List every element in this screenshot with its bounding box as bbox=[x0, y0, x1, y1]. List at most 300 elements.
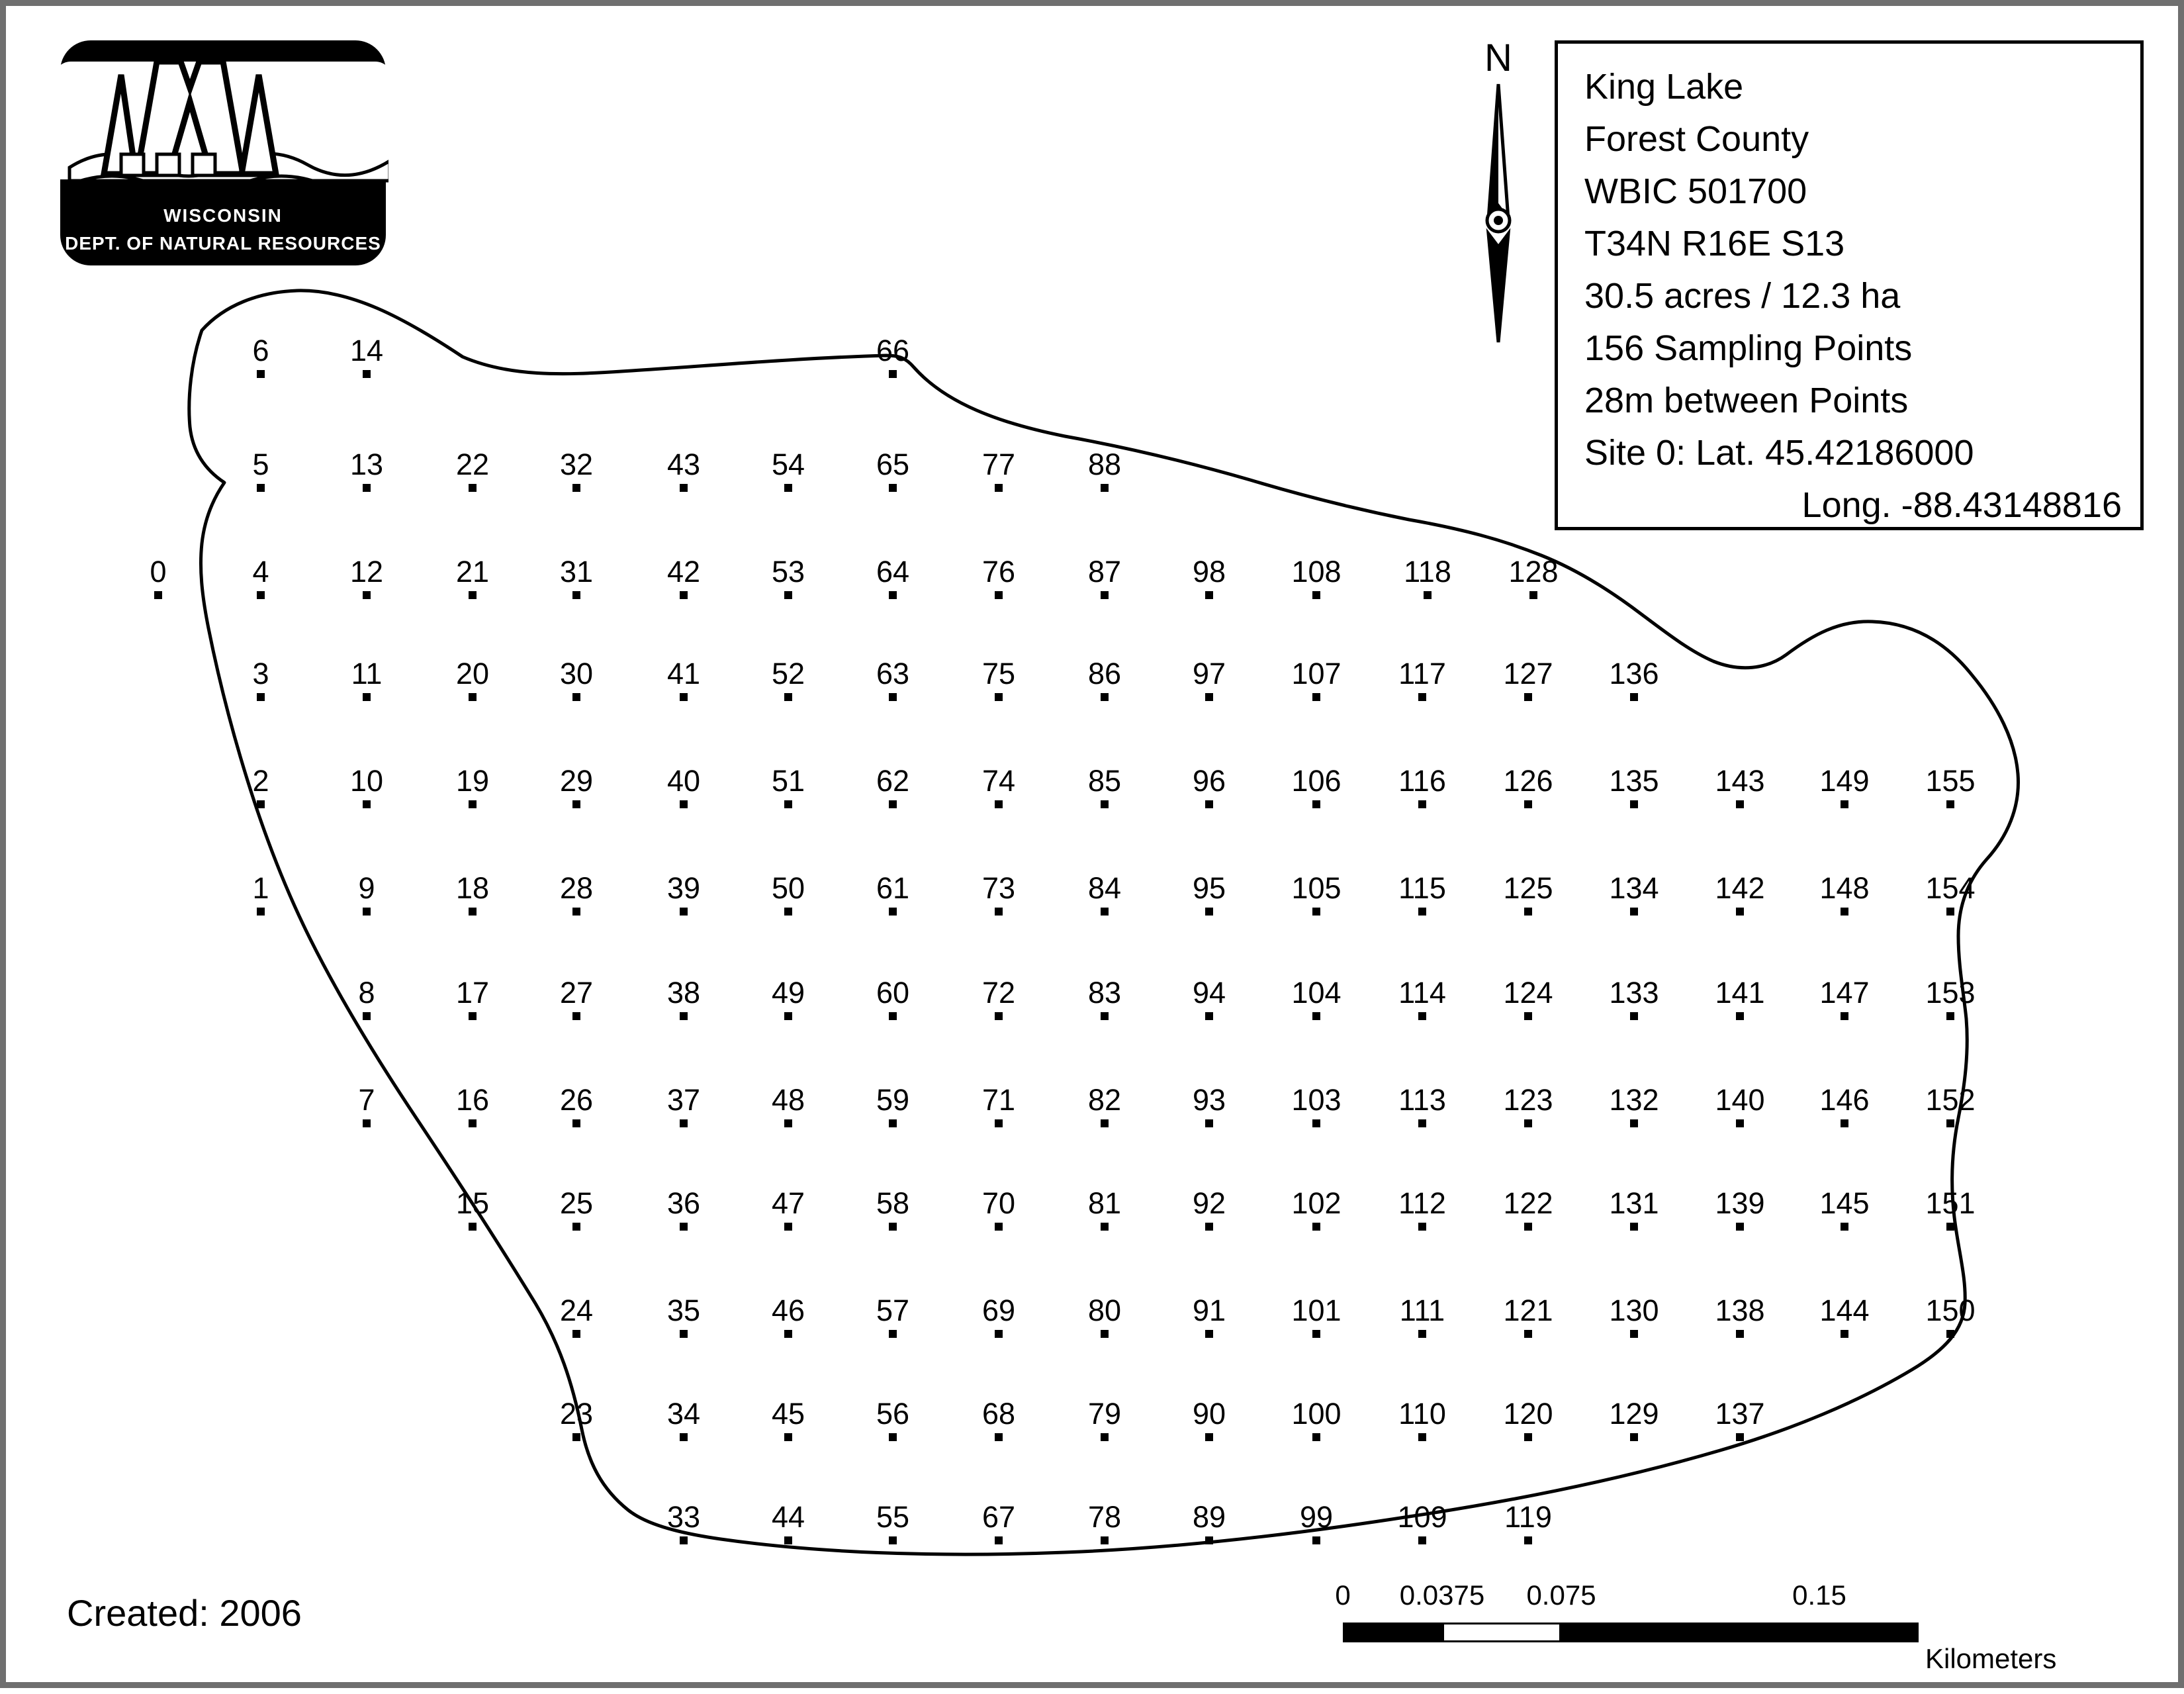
sampling-point-label: 73 bbox=[981, 871, 1016, 905]
sampling-point-label: 21 bbox=[455, 555, 490, 588]
sampling-point-label: 3 bbox=[252, 657, 269, 690]
sampling-point-marker bbox=[572, 484, 580, 492]
sampling-point-marker bbox=[784, 1119, 792, 1127]
sampling-point-label: 80 bbox=[1087, 1294, 1122, 1327]
sampling-point-marker bbox=[1101, 1330, 1109, 1338]
sampling-point-label: 110 bbox=[1398, 1397, 1446, 1431]
sampling-point-marker bbox=[1524, 1433, 1532, 1441]
sampling-point-label: 20 bbox=[455, 657, 490, 690]
sampling-point-marker bbox=[469, 1012, 477, 1020]
sampling-point-marker bbox=[1630, 800, 1638, 808]
sampling-point-label: 153 bbox=[1925, 976, 1976, 1010]
sampling-point-marker bbox=[1418, 1330, 1426, 1338]
created-date-label: Created: 2006 bbox=[67, 1592, 302, 1634]
sampling-point-label: 116 bbox=[1398, 764, 1446, 798]
info-line-county: Forest County bbox=[1584, 119, 1809, 159]
sampling-point-label: 14 bbox=[349, 334, 384, 367]
sampling-point-label: 55 bbox=[876, 1500, 910, 1534]
sampling-point-label: 47 bbox=[771, 1186, 805, 1220]
sampling-point-marker bbox=[1736, 1012, 1744, 1020]
logo-line-1: WISCONSIN bbox=[163, 205, 283, 226]
sampling-point-marker bbox=[995, 1536, 1003, 1544]
sampling-point-label: 17 bbox=[455, 976, 490, 1010]
scale-tick-2: 0.075 bbox=[1526, 1579, 1596, 1611]
sampling-point-label: 0 bbox=[150, 555, 167, 588]
sampling-point-label: 86 bbox=[1087, 657, 1122, 690]
sampling-point-marker bbox=[1312, 1119, 1320, 1127]
scale-segment-1 bbox=[1343, 1623, 1442, 1642]
sampling-point-marker bbox=[572, 1223, 580, 1231]
sampling-point-label: 105 bbox=[1291, 871, 1342, 905]
sampling-point-label: 111 bbox=[1399, 1294, 1445, 1327]
sampling-point-marker bbox=[1101, 800, 1109, 808]
sampling-point-label: 43 bbox=[666, 447, 701, 481]
scale-segment-3 bbox=[1561, 1623, 1819, 1642]
sampling-point-marker bbox=[1101, 484, 1109, 492]
sampling-point-label: 65 bbox=[876, 447, 910, 481]
sampling-point-marker bbox=[680, 693, 688, 701]
sampling-point-label: 124 bbox=[1503, 976, 1553, 1010]
sampling-point-label: 63 bbox=[876, 657, 910, 690]
sampling-point-label: 42 bbox=[666, 555, 701, 588]
sampling-point-label: 26 bbox=[559, 1083, 594, 1117]
sampling-point-marker bbox=[1946, 1119, 1954, 1127]
sampling-point-label: 19 bbox=[455, 764, 490, 798]
sampling-point-marker bbox=[1630, 693, 1638, 701]
sampling-point-marker bbox=[1312, 1330, 1320, 1338]
sampling-point-label: 146 bbox=[1819, 1083, 1870, 1117]
sampling-point-label: 57 bbox=[876, 1294, 910, 1327]
sampling-point-marker bbox=[1101, 1119, 1109, 1127]
sampling-point-marker bbox=[995, 800, 1003, 808]
sampling-point-marker bbox=[1424, 591, 1432, 599]
sampling-point-label: 12 bbox=[349, 555, 384, 588]
sampling-point-label: 25 bbox=[559, 1186, 594, 1220]
sampling-point-marker bbox=[257, 908, 265, 916]
sampling-point-label: 82 bbox=[1087, 1083, 1122, 1117]
sampling-point-label: 149 bbox=[1819, 764, 1870, 798]
sampling-point-marker bbox=[1418, 1433, 1426, 1441]
sampling-point-marker bbox=[889, 484, 897, 492]
sampling-point-marker bbox=[1946, 800, 1954, 808]
sampling-point-label: 96 bbox=[1192, 764, 1226, 798]
sampling-point-label: 41 bbox=[666, 657, 701, 690]
sampling-point-label: 2 bbox=[252, 764, 269, 798]
sampling-point-label: 15 bbox=[455, 1186, 490, 1220]
sampling-point-label: 50 bbox=[771, 871, 805, 905]
sampling-point-marker bbox=[1841, 1012, 1848, 1020]
sampling-point-label: 87 bbox=[1087, 555, 1122, 588]
sampling-point-marker bbox=[680, 1012, 688, 1020]
sampling-point-label: 94 bbox=[1192, 976, 1226, 1010]
sampling-point-marker bbox=[680, 800, 688, 808]
sampling-point-marker bbox=[1630, 1119, 1638, 1127]
sampling-point-marker bbox=[1312, 693, 1320, 701]
sampling-point-marker bbox=[1205, 1119, 1213, 1127]
sampling-point-label: 144 bbox=[1819, 1294, 1870, 1327]
sampling-point-marker bbox=[572, 693, 580, 701]
sampling-point-marker bbox=[154, 591, 162, 599]
sampling-point-marker bbox=[1418, 1012, 1426, 1020]
sampling-point-label: 32 bbox=[559, 447, 594, 481]
sampling-point-marker bbox=[1946, 1012, 1954, 1020]
sampling-point-label: 28 bbox=[559, 871, 594, 905]
sampling-point-label: 56 bbox=[876, 1397, 910, 1431]
sampling-point-label: 5 bbox=[252, 447, 269, 481]
sampling-point-label: 11 bbox=[351, 657, 383, 690]
sampling-point-label: 68 bbox=[981, 1397, 1016, 1431]
sampling-point-marker bbox=[1205, 908, 1213, 916]
sampling-point-marker bbox=[1418, 1536, 1426, 1544]
sampling-point-label: 75 bbox=[981, 657, 1016, 690]
sampling-point-label: 90 bbox=[1192, 1397, 1226, 1431]
sampling-point-marker bbox=[572, 1433, 580, 1441]
sampling-point-marker bbox=[257, 484, 265, 492]
sampling-point-marker bbox=[1312, 1012, 1320, 1020]
sampling-point-marker bbox=[889, 1330, 897, 1338]
sampling-point-marker bbox=[469, 800, 477, 808]
sampling-point-label: 151 bbox=[1925, 1186, 1976, 1220]
sampling-point-marker bbox=[1946, 908, 1954, 916]
sampling-point-label: 24 bbox=[559, 1294, 594, 1327]
sampling-point-label: 114 bbox=[1398, 976, 1446, 1010]
scale-segment-4 bbox=[1819, 1623, 1919, 1642]
sampling-point-marker bbox=[572, 1119, 580, 1127]
sampling-point-marker bbox=[1736, 1330, 1744, 1338]
sampling-point-label: 91 bbox=[1192, 1294, 1226, 1327]
sampling-point-marker bbox=[1841, 908, 1848, 916]
sampling-point-label: 93 bbox=[1192, 1083, 1226, 1117]
sampling-point-label: 136 bbox=[1609, 657, 1659, 690]
sampling-point-marker bbox=[784, 484, 792, 492]
sampling-point-marker bbox=[1205, 1330, 1213, 1338]
sampling-point-label: 77 bbox=[981, 447, 1016, 481]
sampling-point-marker bbox=[1841, 1119, 1848, 1127]
sampling-point-marker bbox=[363, 800, 371, 808]
sampling-point-marker bbox=[1630, 1012, 1638, 1020]
sampling-point-label: 106 bbox=[1291, 764, 1342, 798]
sampling-point-marker bbox=[572, 1012, 580, 1020]
sampling-point-marker bbox=[1736, 908, 1744, 916]
sampling-point-marker bbox=[889, 908, 897, 916]
info-line-longitude: Long. -88.43148816 bbox=[1801, 485, 2122, 525]
sampling-point-label: 102 bbox=[1291, 1186, 1342, 1220]
sampling-point-label: 109 bbox=[1397, 1500, 1447, 1534]
scale-tick-1: 0.0375 bbox=[1399, 1579, 1485, 1611]
sampling-point-marker bbox=[784, 1536, 792, 1544]
sampling-point-label: 152 bbox=[1925, 1083, 1976, 1117]
sampling-point-label: 121 bbox=[1503, 1294, 1553, 1327]
sampling-point-label: 107 bbox=[1291, 657, 1342, 690]
sampling-point-marker bbox=[1630, 1223, 1638, 1231]
sampling-point-label: 45 bbox=[771, 1397, 805, 1431]
north-arrow-label: N bbox=[1484, 36, 1512, 79]
scale-segment-2 bbox=[1442, 1623, 1561, 1642]
sampling-point-label: 139 bbox=[1715, 1186, 1765, 1220]
sampling-point-marker bbox=[1101, 1223, 1109, 1231]
sampling-point-marker bbox=[572, 800, 580, 808]
sampling-point-label: 126 bbox=[1503, 764, 1553, 798]
sampling-point-marker bbox=[1630, 1330, 1638, 1338]
sampling-point-label: 143 bbox=[1715, 764, 1765, 798]
sampling-point-marker bbox=[1529, 591, 1537, 599]
sampling-point-marker bbox=[1524, 1536, 1532, 1544]
sampling-point-marker bbox=[680, 484, 688, 492]
sampling-point-label: 148 bbox=[1819, 871, 1870, 905]
scale-bar bbox=[1335, 1579, 2071, 1674]
sampling-point-label: 89 bbox=[1192, 1500, 1226, 1534]
sampling-point-label: 10 bbox=[349, 764, 384, 798]
sampling-point-label: 49 bbox=[771, 976, 805, 1010]
sampling-point-label: 103 bbox=[1291, 1083, 1342, 1117]
sampling-point-marker bbox=[1418, 693, 1426, 701]
sampling-point-label: 23 bbox=[559, 1397, 594, 1431]
sampling-point-label: 8 bbox=[358, 976, 375, 1010]
sampling-point-marker bbox=[257, 591, 265, 599]
sampling-point-marker bbox=[1101, 591, 1109, 599]
sampling-point-marker bbox=[469, 591, 477, 599]
sampling-point-marker bbox=[680, 1536, 688, 1544]
info-line-area: 30.5 acres / 12.3 ha bbox=[1584, 276, 1901, 316]
sampling-point-label: 4 bbox=[252, 555, 269, 588]
sampling-point-marker bbox=[889, 1536, 897, 1544]
scale-tick-0: 0 bbox=[1335, 1579, 1351, 1611]
sampling-point-label: 133 bbox=[1609, 976, 1659, 1010]
sampling-point-marker bbox=[995, 908, 1003, 916]
info-line-sampling-points: 156 Sampling Points bbox=[1584, 328, 1913, 368]
sampling-point-label: 70 bbox=[981, 1186, 1016, 1220]
sampling-point-marker bbox=[784, 1223, 792, 1231]
sampling-point-label: 131 bbox=[1609, 1186, 1659, 1220]
sampling-point-label: 46 bbox=[771, 1294, 805, 1327]
sampling-point-marker bbox=[1205, 591, 1213, 599]
sampling-point-marker bbox=[1205, 800, 1213, 808]
sampling-point-label: 76 bbox=[981, 555, 1016, 588]
sampling-point-marker bbox=[469, 1119, 477, 1127]
sampling-point-label: 150 bbox=[1925, 1294, 1976, 1327]
sampling-point-marker bbox=[1312, 908, 1320, 916]
sampling-point-label: 48 bbox=[771, 1083, 805, 1117]
sampling-point-marker bbox=[1524, 1119, 1532, 1127]
sampling-point-label: 74 bbox=[981, 764, 1016, 798]
sampling-point-label: 97 bbox=[1192, 657, 1226, 690]
sampling-point-marker bbox=[889, 1012, 897, 1020]
sampling-point-marker bbox=[1205, 693, 1213, 701]
sampling-point-marker bbox=[1101, 908, 1109, 916]
sampling-point-label: 38 bbox=[666, 976, 701, 1010]
sampling-point-label: 54 bbox=[771, 447, 805, 481]
lake-map bbox=[6, 6, 2184, 1694]
sampling-point-label: 100 bbox=[1291, 1397, 1342, 1431]
sampling-point-marker bbox=[1418, 1119, 1426, 1127]
sampling-point-label: 115 bbox=[1398, 871, 1446, 905]
sampling-point-label: 119 bbox=[1504, 1500, 1552, 1534]
sampling-point-marker bbox=[889, 370, 897, 378]
sampling-point-label: 134 bbox=[1609, 871, 1659, 905]
sampling-point-marker bbox=[995, 1223, 1003, 1231]
sampling-point-label: 95 bbox=[1192, 871, 1226, 905]
sampling-point-label: 33 bbox=[666, 1500, 701, 1534]
sampling-point-marker bbox=[784, 800, 792, 808]
sampling-point-label: 125 bbox=[1503, 871, 1553, 905]
sampling-point-label: 140 bbox=[1715, 1083, 1765, 1117]
sampling-point-label: 51 bbox=[771, 764, 805, 798]
sampling-point-label: 138 bbox=[1715, 1294, 1765, 1327]
sampling-point-marker bbox=[680, 908, 688, 916]
sampling-point-marker bbox=[889, 1223, 897, 1231]
sampling-point-label: 18 bbox=[455, 871, 490, 905]
sampling-point-label: 66 bbox=[876, 334, 910, 367]
sampling-point-label: 155 bbox=[1925, 764, 1976, 798]
sampling-point-marker bbox=[257, 370, 265, 378]
sampling-point-label: 22 bbox=[455, 447, 490, 481]
sampling-point-label: 34 bbox=[666, 1397, 701, 1431]
sampling-point-marker bbox=[680, 1119, 688, 1127]
sampling-point-label: 60 bbox=[876, 976, 910, 1010]
sampling-point-marker bbox=[1205, 1536, 1213, 1544]
sampling-point-marker bbox=[363, 484, 371, 492]
sampling-point-marker bbox=[1205, 1223, 1213, 1231]
sampling-point-marker bbox=[1524, 908, 1532, 916]
sampling-point-label: 40 bbox=[666, 764, 701, 798]
sampling-point-marker bbox=[1946, 1223, 1954, 1231]
sampling-point-marker bbox=[469, 1223, 477, 1231]
info-line-latitude: Site 0: Lat. 45.42186000 bbox=[1584, 433, 1974, 473]
sampling-point-label: 30 bbox=[559, 657, 594, 690]
info-line-lake-name: King Lake bbox=[1584, 67, 1744, 107]
sampling-point-label: 120 bbox=[1503, 1397, 1553, 1431]
sampling-point-label: 69 bbox=[981, 1294, 1016, 1327]
sampling-point-label: 44 bbox=[771, 1500, 805, 1534]
sampling-point-label: 141 bbox=[1715, 976, 1765, 1010]
scale-units-label: Kilometers bbox=[1925, 1643, 2057, 1674]
sampling-point-label: 132 bbox=[1609, 1083, 1659, 1117]
sampling-point-label: 62 bbox=[876, 764, 910, 798]
sampling-point-marker bbox=[1101, 1433, 1109, 1441]
sampling-point-marker bbox=[784, 1012, 792, 1020]
sampling-point-label: 61 bbox=[876, 871, 910, 905]
sampling-point-marker bbox=[363, 1119, 371, 1127]
sampling-point-label: 108 bbox=[1291, 555, 1342, 588]
sampling-point-marker bbox=[1841, 1330, 1848, 1338]
sampling-point-label: 16 bbox=[455, 1083, 490, 1117]
sampling-point-label: 84 bbox=[1087, 871, 1122, 905]
sampling-point-label: 117 bbox=[1398, 657, 1446, 690]
sampling-point-label: 137 bbox=[1715, 1397, 1765, 1431]
sampling-point-label: 72 bbox=[981, 976, 1016, 1010]
sampling-point-label: 127 bbox=[1503, 657, 1553, 690]
sampling-point-label: 7 bbox=[358, 1083, 375, 1117]
sampling-point-label: 78 bbox=[1087, 1500, 1122, 1534]
sampling-point-label: 71 bbox=[981, 1083, 1016, 1117]
logo-line-2: DEPT. OF NATURAL RESOURCES bbox=[65, 233, 381, 254]
sampling-point-marker bbox=[995, 693, 1003, 701]
sampling-point-marker bbox=[1736, 1433, 1744, 1441]
sampling-point-marker bbox=[995, 484, 1003, 492]
sampling-point-label: 98 bbox=[1192, 555, 1226, 588]
sampling-point-marker bbox=[1101, 693, 1109, 701]
sampling-point-label: 123 bbox=[1503, 1083, 1553, 1117]
sampling-point-label: 85 bbox=[1087, 764, 1122, 798]
sampling-point-marker bbox=[995, 1433, 1003, 1441]
sampling-point-marker bbox=[995, 1330, 1003, 1338]
sampling-point-marker bbox=[784, 693, 792, 701]
sampling-point-marker bbox=[1312, 800, 1320, 808]
sampling-point-label: 27 bbox=[559, 976, 594, 1010]
sampling-point-marker bbox=[1841, 1223, 1848, 1231]
sampling-point-marker bbox=[1946, 1330, 1954, 1338]
sampling-point-marker bbox=[1524, 1330, 1532, 1338]
sampling-point-label: 53 bbox=[771, 555, 805, 588]
sampling-point-label: 6 bbox=[252, 334, 269, 367]
sampling-point-marker bbox=[1736, 1223, 1744, 1231]
sampling-point-label: 104 bbox=[1291, 976, 1342, 1010]
sampling-point-marker bbox=[1418, 908, 1426, 916]
sampling-point-marker bbox=[1418, 1223, 1426, 1231]
sampling-point-label: 67 bbox=[981, 1500, 1016, 1534]
info-line-township: T34N R16E S13 bbox=[1584, 224, 1845, 263]
sampling-point-marker bbox=[257, 800, 265, 808]
sampling-point-marker bbox=[784, 1433, 792, 1441]
sampling-point-marker bbox=[889, 1433, 897, 1441]
sampling-point-label: 31 bbox=[559, 555, 594, 588]
sampling-point-marker bbox=[889, 1119, 897, 1127]
sampling-point-marker bbox=[1736, 1119, 1744, 1127]
sampling-point-marker bbox=[572, 1330, 580, 1338]
sampling-point-marker bbox=[1205, 1433, 1213, 1441]
sampling-point-label: 37 bbox=[666, 1083, 701, 1117]
sampling-point-marker bbox=[1312, 591, 1320, 599]
sampling-point-label: 36 bbox=[666, 1186, 701, 1220]
sampling-point-label: 128 bbox=[1508, 555, 1559, 588]
sampling-point-label: 135 bbox=[1609, 764, 1659, 798]
sampling-point-label: 154 bbox=[1925, 871, 1976, 905]
sampling-point-label: 29 bbox=[559, 764, 594, 798]
sampling-point-label: 112 bbox=[1398, 1186, 1446, 1220]
sampling-point-marker bbox=[1630, 1433, 1638, 1441]
sampling-point-label: 58 bbox=[876, 1186, 910, 1220]
sampling-point-marker bbox=[680, 1433, 688, 1441]
sampling-point-marker bbox=[1312, 1433, 1320, 1441]
sampling-point-marker bbox=[784, 908, 792, 916]
sampling-point-marker bbox=[363, 1012, 371, 1020]
sampling-point-label: 122 bbox=[1503, 1186, 1553, 1220]
sampling-point-marker bbox=[363, 908, 371, 916]
sampling-point-marker bbox=[469, 484, 477, 492]
sampling-point-label: 59 bbox=[876, 1083, 910, 1117]
sampling-point-marker bbox=[1736, 800, 1744, 808]
sampling-point-label: 35 bbox=[666, 1294, 701, 1327]
sampling-point-marker bbox=[572, 591, 580, 599]
sampling-point-label: 99 bbox=[1299, 1500, 1334, 1534]
sampling-point-label: 145 bbox=[1819, 1186, 1870, 1220]
sampling-point-marker bbox=[784, 1330, 792, 1338]
sampling-point-marker bbox=[363, 591, 371, 599]
sampling-point-marker bbox=[680, 1223, 688, 1231]
sampling-point-marker bbox=[784, 591, 792, 599]
sampling-point-label: 101 bbox=[1291, 1294, 1342, 1327]
sampling-point-label: 52 bbox=[771, 657, 805, 690]
sampling-point-marker bbox=[1630, 908, 1638, 916]
sampling-point-label: 79 bbox=[1087, 1397, 1122, 1431]
sampling-point-label: 13 bbox=[349, 447, 384, 481]
sampling-point-marker bbox=[995, 1119, 1003, 1127]
sampling-point-marker bbox=[363, 370, 371, 378]
sampling-point-marker bbox=[995, 1012, 1003, 1020]
sampling-point-marker bbox=[1312, 1536, 1320, 1544]
sampling-point-label: 118 bbox=[1404, 555, 1451, 588]
sampling-point-label: 88 bbox=[1087, 447, 1122, 481]
